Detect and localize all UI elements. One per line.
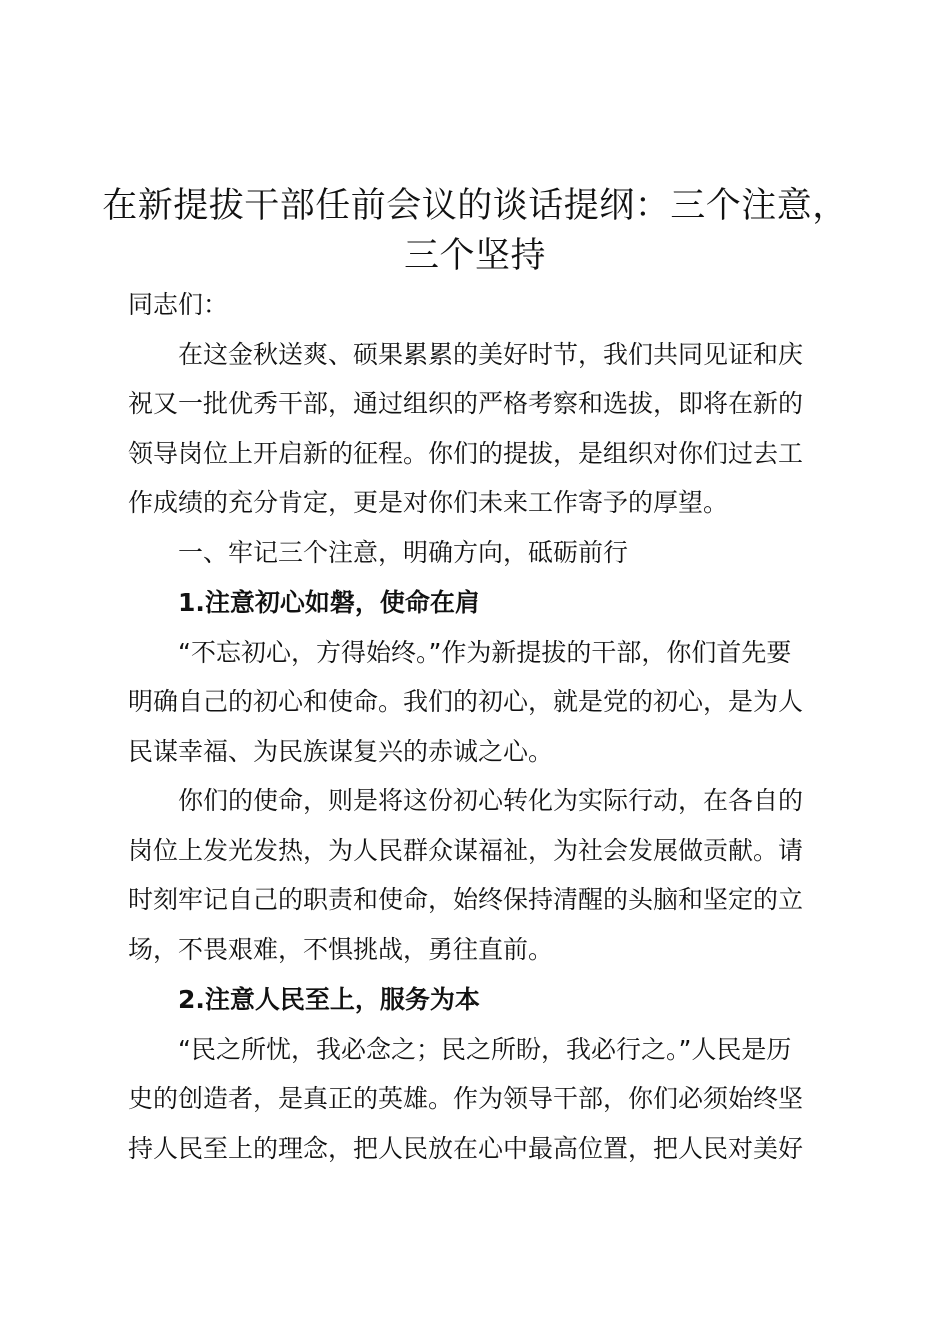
subsection-1-para-2-line-2: 岗位上发光发热，为人民群众谋福祉，为社会发展做贡献。请 — [128, 836, 804, 865]
subsection-1-para-1-line-3: 民谋幸福、为民族谋复兴的赤诚之心。 — [128, 737, 554, 766]
document-title-line-2: 三个坚持 — [403, 236, 546, 276]
section-heading: 一、牢记三个注意，明确方向，砥砺前行 — [178, 538, 629, 567]
salutation: 同志们： — [128, 290, 229, 319]
document-title-line-1: 在新提拔干部任前会议的谈话提纲：三个注意， — [102, 186, 848, 226]
intro-line-4: 作成绩的充分肯定，更是对你们未来工作寄予的厚望。 — [128, 488, 729, 517]
intro-line-3: 领导岗位上开启新的征程。你们的提拔，是组织对你们过去工 — [128, 439, 804, 468]
subsection-2-para-1-line-2: 史的创造者，是真正的英雄。作为领导干部，你们必须始终坚 — [128, 1084, 804, 1113]
intro-line-1: 在这金秋送爽、硕果累累的美好时节，我们共同见证和庆 — [178, 340, 804, 369]
subsection-2-para-1-line-3: 持人民至上的理念，把人民放在心中最高位置，把人民对美好 — [128, 1134, 804, 1163]
subsection-1-para-1-line-2: 明确自己的初心和使命。我们的初心，就是党的初心，是为人 — [128, 687, 804, 716]
subsection-1-para-2-line-1: 你们的使命，则是将这份初心转化为实际行动，在各自的 — [178, 786, 804, 815]
subsection-2-heading: 2.注意人民至上，服务为本 — [178, 985, 480, 1014]
subsection-1-heading: 1.注意初心如磐，使命在肩 — [178, 588, 480, 617]
subsection-2-para-1-line-1: “民之所忧，我必念之；民之所盼，我必行之。”人民是历 — [178, 1035, 792, 1064]
subsection-1-para-1-line-1: “不忘初心，方得始终。”作为新提拔的干部，你们首先要 — [178, 638, 792, 667]
intro-line-2: 祝又一批优秀干部，通过组织的严格考察和选拔，即将在新的 — [128, 389, 804, 418]
subsection-1-para-2-line-3: 时刻牢记自己的职责和使命，始终保持清醒的头脑和坚定的立 — [128, 885, 804, 914]
subsection-1-para-2-line-4: 场，不畏艰难，不惧挑战，勇往直前。 — [128, 935, 554, 964]
